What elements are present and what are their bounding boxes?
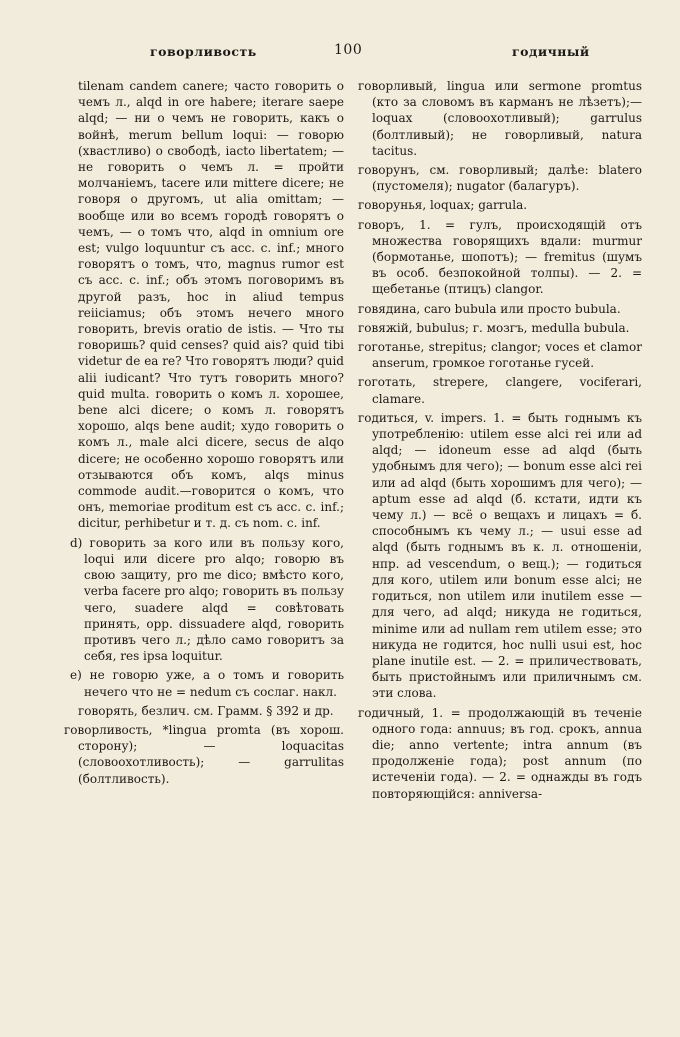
header-left-word: говорливость xyxy=(150,44,257,59)
running-head xyxy=(64,44,642,68)
entry-govorun: говорунъ, см. говорливый; далѣе: blatero (пустомеля); nugator (балагуръ). xyxy=(358,163,642,194)
entry-gogotanye: гоготанье, strepitus; clangor; voces et clamor anserum, громкое гоготанье гусей. xyxy=(358,340,642,371)
entry-continuation: tilenam candem canere; часто говорить о чемъ л., alqd in ore habere; iterare saepe alqd; — ни о чемъ не говорить, какъ о войнѣ, merum bellum loqui: — говорю (хвастливо) о свободѣ, iacto libertatem; — не говорить о чемъ л. = пройти молчаніемъ, tacere или mittere dicere; не говоря о другомъ, ut alia omittam; — вообще или во всемъ городѣ говорятъ о чемъ, — о томъ что, alqd in omnium ore est; vulgo loquuntur съ acc. c. inf.; много говорятъ о томъ, что, magnus rumor est съ acc. c. inf.; объ этомъ поговоримъ въ другой разъ, hoc in aliud tempus reiiciamus; объ этомъ нечего много говорить, brevis oratio de istis. — Что ты говоришь? quid censes? quid ais? quid tibi videtur de ea re? Что говорятъ люди? quid alii iudicant? Что тутъ говорить много? quid multa. говорить о комъ л. хорошее, bene alci dicere; о комъ л. говорятъ хорошо, alqs bene audit; худо говорить о комъ л., male alci dicere, secus de alqo dicere; не особенно хорошо говорятъ или отзываются объ комъ, alqs minus commode audit.—говорится о комъ, что онъ, memoriae proditum est съ acc. c. inf.; dicitur, perhibetur и т. д. съ nom. c. inf. xyxy=(78,79,344,531)
entry-godichnyi: годичный, 1. = продолжающій въ теченіе одного года: annuus; въ год. срокъ, annua die; anno vertente; intra annum (въ продолженіе года); post annum (по истеченіи года). — 2. = однажды въ годъ повторяющійся: anniversa- xyxy=(358,705,642,801)
entry-subsection-d: d) говорить за кого или въ пользу кого, loqui или dicere pro alqo; говорю въ свою защиту, pro me dico; вмѣсто кого, verba facere pro alqo; говорить въ пользу чего, suadere alqd = совѣтовать принять, opp. dissuadere alqd, говорить противъ чего л.; дѣло само говоритъ за себя, res ipsa loquitur. xyxy=(70,535,344,664)
header-right-word: годичный xyxy=(512,44,590,59)
entry-govyazhii: говяжій, bubulus; г. мозгъ, medulla bubula. xyxy=(358,320,630,335)
entry-note: говорять, безлич. см. Грамм. § 392 и др. xyxy=(78,703,334,718)
right-column xyxy=(358,78,642,805)
entry-gogotat: гоготать, strepere, clangere, vociferari, clamare. xyxy=(358,375,642,406)
entry-subsection-e: e) не говорю уже, а о томъ и говорить нечего что не = nedum съ сослаг. накл. xyxy=(70,668,344,699)
entry-govor: говоръ, 1. = гулъ, происходящій отъ множества говорящихъ вдали: murmur (бормотанье, шопотъ); — fremitus (шумъ въ особ. безпокойной толпы). — 2. = щебетанье (птицъ) clangor. xyxy=(358,217,642,297)
entry-govorunya: говорунья, loquax; garrula. xyxy=(358,198,528,213)
entry-govorlivyi: говорливый, lingua или sermone promtus (кто за словомъ въ карманъ не лѣзетъ);—loquax (словоохотливый); garrulus (болтливый); не говорливый, natura tacitus. xyxy=(358,79,642,158)
entry-govorlivost: говорливость, *lingua promta (въ хорош. сторону); — loquacitas (словоохотливость); — garrulitas (болтливость). xyxy=(64,722,344,786)
entry-goditsya: годиться, v. impers. 1. = быть годнымъ къ употребленію: utilem esse alci rei или ad alqd; — idoneum esse ad alqd (быть удобнымъ для чего); — bonum esse alci rei или ad alqd (быть хорошимъ для чего); — aptum esse ad alqd (б. кстати, идти къ чему л.) — всё о вещахъ и лицахъ = б. способнымъ къ чему л.; — usui esse ad alqd (быть годнымъ въ к. л. отношеніи, нпр. ad vescendum, о вещ.); — годиться для кого, utilem или bonum esse alci; не годиться, non utilem или inutilem esse — для чего, ad alqd; никуда не годиться, minime или ad nullam rem utilem esse; это никуда не годится, hoc nulli usui est, hoc plane inutile est. — 2. = приличествовать, быть пристойнымъ или приличнымъ см. эти слова. xyxy=(358,410,642,701)
left-column xyxy=(64,78,344,790)
page-number: 100 xyxy=(334,42,363,58)
entry-govyadina: говядина, caro bubula или просто bubula. xyxy=(358,301,621,316)
